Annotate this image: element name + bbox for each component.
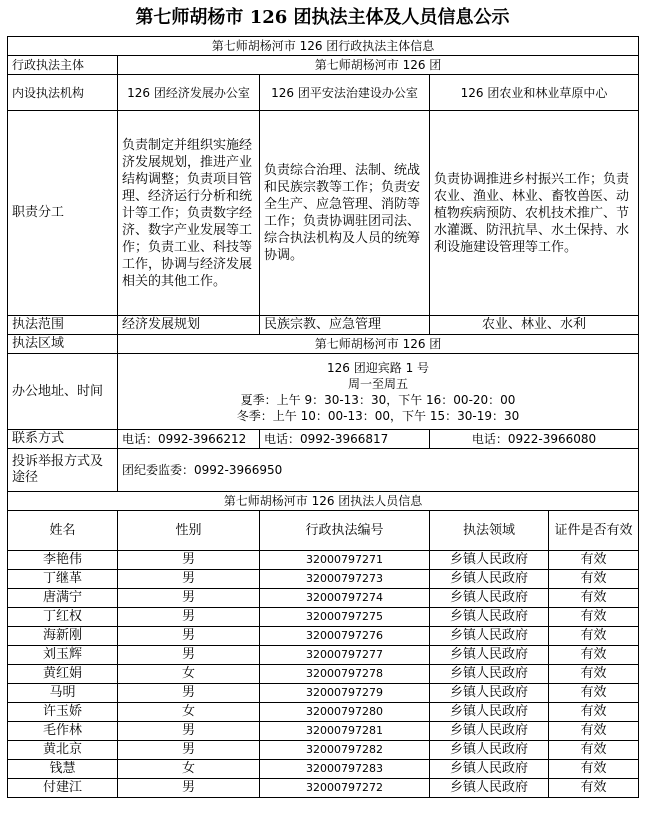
person-name: 钱慧 <box>8 760 118 779</box>
person-valid: 有效 <box>549 665 639 684</box>
person-gender: 女 <box>118 665 260 684</box>
contact-law: 电话：0992-3966817 <box>260 430 430 449</box>
person-field: 乡镇人民政府 <box>430 665 549 684</box>
person-name: 唐满宁 <box>8 589 118 608</box>
person-name: 海新刚 <box>8 627 118 646</box>
org-law-office: 126 团平安法治建设办公室 <box>260 75 430 111</box>
person-name: 丁红权 <box>8 608 118 627</box>
col-header-gender: 性别 <box>118 511 260 551</box>
table-row <box>8 589 639 608</box>
person-field: 乡镇人民政府 <box>430 760 549 779</box>
person-name: 李艳伟 <box>8 551 118 570</box>
contact-economic: 电话：0992-3966212 <box>118 430 260 449</box>
person-gender: 男 <box>118 684 260 703</box>
person-gender: 男 <box>118 551 260 570</box>
person-field: 乡镇人民政府 <box>430 589 549 608</box>
person-name: 黄红娟 <box>8 665 118 684</box>
person-id: 32000797272 <box>260 779 430 798</box>
person-id: 32000797279 <box>260 684 430 703</box>
personnel-rows <box>8 551 639 798</box>
scope-law: 民族宗教、应急管理 <box>260 316 430 335</box>
orgs-row <box>8 75 639 111</box>
person-id: 32000797283 <box>260 760 430 779</box>
person-valid: 有效 <box>549 551 639 570</box>
complaint-label: 投诉举报方式及途径 <box>8 449 118 492</box>
entity-section-header-row <box>8 37 639 56</box>
scope-label: 执法范围 <box>8 316 118 335</box>
person-gender: 男 <box>118 741 260 760</box>
duties-row <box>8 111 639 316</box>
org-economic-office: 126 团经济发展办公室 <box>118 75 260 111</box>
table-row <box>8 760 639 779</box>
person-gender: 女 <box>118 760 260 779</box>
person-valid: 有效 <box>549 646 639 665</box>
table-row <box>8 646 639 665</box>
personnel-section-header: 第七师胡杨河市 126 团执法人员信息 <box>8 492 639 511</box>
person-gender: 男 <box>118 779 260 798</box>
person-field: 乡镇人民政府 <box>430 722 549 741</box>
office-days: 周一至周五 <box>348 376 409 391</box>
person-valid: 有效 <box>549 627 639 646</box>
table-row <box>8 551 639 570</box>
office-address: 126 团迎宾路 1 号 <box>327 360 430 375</box>
subject-row <box>8 56 639 75</box>
entity-section-header: 第七师胡杨河市 126 团行政执法主体信息 <box>8 37 639 56</box>
info-table <box>7 36 639 798</box>
scope-row <box>8 316 639 335</box>
complaint-row <box>8 449 639 492</box>
person-id: 32000797278 <box>260 665 430 684</box>
org-agriculture-center: 126 团农业和林业草原中心 <box>430 75 639 111</box>
table-row <box>8 627 639 646</box>
person-field: 乡镇人民政府 <box>430 570 549 589</box>
person-valid: 有效 <box>549 722 639 741</box>
region-value: 第七师胡杨河市 126 团 <box>118 335 639 354</box>
orgs-label: 内设执法机构 <box>8 75 118 111</box>
subject-value: 第七师胡杨河市 126 团 <box>118 56 639 75</box>
person-id: 32000797282 <box>260 741 430 760</box>
person-valid: 有效 <box>549 703 639 722</box>
table-row <box>8 779 639 798</box>
duty-agriculture: 负责协调推进乡村振兴工作；负责农业、渔业、林业、畜牧兽医、动植物疾病预防、农机技术推广、节水灌溉、防汛抗旱、水土保持、水利设施建设管理等工作。 <box>430 111 639 316</box>
person-id: 32000797280 <box>260 703 430 722</box>
person-valid: 有效 <box>549 608 639 627</box>
person-gender: 男 <box>118 627 260 646</box>
region-label: 执法区域 <box>8 335 118 354</box>
table-row <box>8 570 639 589</box>
person-field: 乡镇人民政府 <box>430 684 549 703</box>
person-gender: 男 <box>118 570 260 589</box>
contact-row <box>8 430 639 449</box>
table-row <box>8 684 639 703</box>
duties-label: 职责分工 <box>8 111 118 316</box>
person-gender: 男 <box>118 608 260 627</box>
person-gender: 男 <box>118 646 260 665</box>
col-header-id: 行政执法编号 <box>260 511 430 551</box>
person-id: 32000797281 <box>260 722 430 741</box>
office-winter-hours: 冬季：上午 10：00-13：00，下午 15：30-19：30 <box>236 408 520 423</box>
person-name: 马明 <box>8 684 118 703</box>
person-field: 乡镇人民政府 <box>430 608 549 627</box>
person-name: 刘玉辉 <box>8 646 118 665</box>
person-name: 丁继革 <box>8 570 118 589</box>
person-field: 乡镇人民政府 <box>430 779 549 798</box>
person-gender: 女 <box>118 703 260 722</box>
duty-law: 负责综合治理、法制、统战和民族宗教等工作；负责安全生产、应急管理、消防等工作；负责协调驻团司法、综合执法机构及人员的统筹协调。 <box>260 111 430 316</box>
person-field: 乡镇人民政府 <box>430 741 549 760</box>
office-summer-hours: 夏季：上午 9：30-13：30，下午 16：00-20：00 <box>240 392 516 407</box>
person-field: 乡镇人民政府 <box>430 703 549 722</box>
person-valid: 有效 <box>549 570 639 589</box>
person-name: 黄北京 <box>8 741 118 760</box>
person-valid: 有效 <box>549 779 639 798</box>
person-field: 乡镇人民政府 <box>430 551 549 570</box>
person-id: 32000797273 <box>260 570 430 589</box>
person-id: 32000797277 <box>260 646 430 665</box>
person-name: 许玉娇 <box>8 703 118 722</box>
person-field: 乡镇人民政府 <box>430 646 549 665</box>
person-id: 32000797276 <box>260 627 430 646</box>
person-name: 付建江 <box>8 779 118 798</box>
person-valid: 有效 <box>549 684 639 703</box>
col-header-name: 姓名 <box>8 511 118 551</box>
person-id: 32000797274 <box>260 589 430 608</box>
page-title: 第七师胡杨市 126 团执法主体及人员信息公示 <box>135 7 510 28</box>
region-row <box>8 335 639 354</box>
person-valid: 有效 <box>549 760 639 779</box>
person-id: 32000797275 <box>260 608 430 627</box>
person-valid: 有效 <box>549 589 639 608</box>
col-header-field: 执法领域 <box>430 511 549 551</box>
person-field: 乡镇人民政府 <box>430 627 549 646</box>
office-value <box>118 354 639 430</box>
subject-label: 行政执法主体 <box>8 56 118 75</box>
table-row <box>8 608 639 627</box>
person-valid: 有效 <box>549 741 639 760</box>
scope-economic: 经济发展规划 <box>118 316 260 335</box>
complaint-value: 团纪委监委：0992-3966950 <box>118 449 639 492</box>
scope-agriculture: 农业、林业、水利 <box>430 316 639 335</box>
contact-agriculture: 电话：0922-3966080 <box>430 430 639 449</box>
person-id: 32000797271 <box>260 551 430 570</box>
table-row <box>8 665 639 684</box>
col-header-valid: 证件是否有效 <box>549 511 639 551</box>
office-label: 办公地址、时间 <box>8 354 118 430</box>
office-row <box>8 354 639 430</box>
person-gender: 男 <box>118 722 260 741</box>
personnel-column-headers <box>8 511 639 551</box>
table-row <box>8 741 639 760</box>
duty-economic: 负责制定并组织实施经济发展规划，推进产业结构调整；负责项目管理、经济运行分析和统计等工作；负责数字经济、数字产业发展等工作；负责工业、科技等工作，协调与经济发展相关的其他工作。 <box>118 111 260 316</box>
contact-label: 联系方式 <box>8 430 118 449</box>
personnel-section-header-row <box>8 492 639 511</box>
person-gender: 男 <box>118 589 260 608</box>
person-name: 毛作林 <box>8 722 118 741</box>
table-row <box>8 703 639 722</box>
table-row <box>8 722 639 741</box>
